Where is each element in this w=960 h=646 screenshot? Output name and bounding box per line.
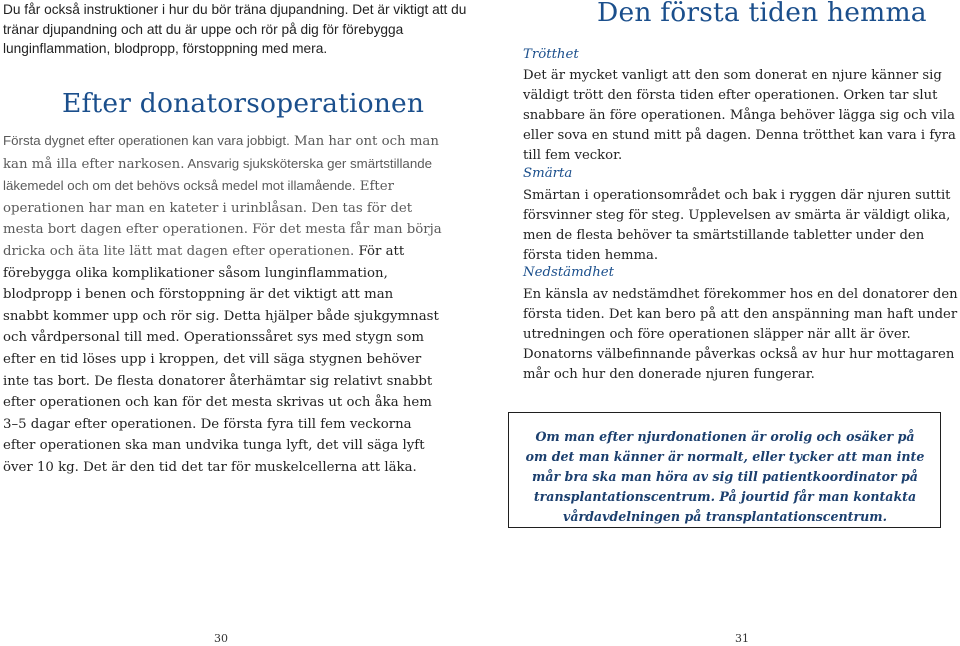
body-sentence-1: Första dygnet efter operationen kan vara jobbigt. <box>3 133 290 148</box>
info-box <box>508 412 941 528</box>
subheading-trotthet: Trötthet <box>523 47 579 62</box>
section-heading-efter-donatorsoperationen: Efter donatorsoperationen <box>62 88 425 119</box>
body-sentence-3: Ansvarig sjuksköterska ger smärtstillande läkemedel och om det behövs också medel mot illamående. <box>3 155 433 194</box>
body-sentence-5: För att förebygga olika komplikationer såsom lunginflammation, blodpropp i benen och förstoppning är det viktigt att man snabbt kommer upp och rör sig. Detta hjälper både sjukgymnast och vårdpersonal till med. Operationssåret sys med stygn som efter en tid löses upp i kroppen, det vill säga stygnen behöver inte tas bort. De flesta donatorer återhämtar sig relativt snabbt efter operationen och kan för det mesta skrivas ut och åka hem 3–5 dagar efter operationen. De första fyra till fem veckorna efter operationen ska man undvika tunga lyft, det vill säga lyft över 10 kg. Det är den tid det tar för muskelcellerna att läka. <box>3 243 439 475</box>
section-heading-den-forsta-tiden-hemma: Den första tiden hemma <box>597 0 927 28</box>
page-number-right: 31 <box>735 632 749 645</box>
subheading-nedstamdhet: Nedstämdhet <box>523 265 615 280</box>
body-sentence-4: Efter operationen har man en kateter i urinblåsan. Den tas för det mesta bort dagen efter operationen. För det mesta får man börja dricka och äta lite lätt mat dagen efter operationen. <box>3 179 442 259</box>
subheading-smarta: Smärta <box>523 166 573 181</box>
page-number-left: 30 <box>214 632 228 645</box>
intro-paragraph: Du får också instruktioner i hur du bör träna djupandning. Det är viktigt att du tränar djupandning och att du är uppe och rör på dig för förebygga lunginflammation, blodpropp, förstoppning med mera. <box>3 2 467 56</box>
right-page <box>480 0 960 646</box>
body-sentence-2: Man har ont och man kan må illa efter narkosen. <box>3 134 439 172</box>
paragraph-smarta: Smärtan i operationsområdet och bak i ryggen där njuren suttit försvinner steg för steg. Upplevelsen av smärta är väldigt olika, men de flesta behöver ta smärtstillande tabletter under den första tiden hemma. <box>523 188 951 263</box>
body-paragraph <box>3 130 443 479</box>
paragraph-trotthet: Det är mycket vanligt att den som donerat en njure känner sig väldigt trött den första tiden efter operationen. Orken tar slut snabbare än före operationen. Många behöver lägga sig och vila eller sova en stund mitt på dagen. Denna trötthet kan vara i fyra till fem veckor. <box>523 68 956 163</box>
info-box-text: Om man efter njurdonationen är orolig och osäker på om det man känner är normalt, eller tycker att man inte mår bra ska man höra av sig till patientkoordinator på transplantationscentrum. På jourtid får man kontakta vårdavdelningen på transplantationscentrum. <box>525 429 925 525</box>
paragraph-nedstamdhet: En känsla av nedstämdhet förekommer hos en del donatorer den första tiden. Det kan bero på att den anspänning man haft under utredningen och före operationen släpper när allt är över. Donatorns välbefinnande påverkas också av hur hur mottagaren mår och hur den donerade njuren fungerar. <box>523 287 958 382</box>
